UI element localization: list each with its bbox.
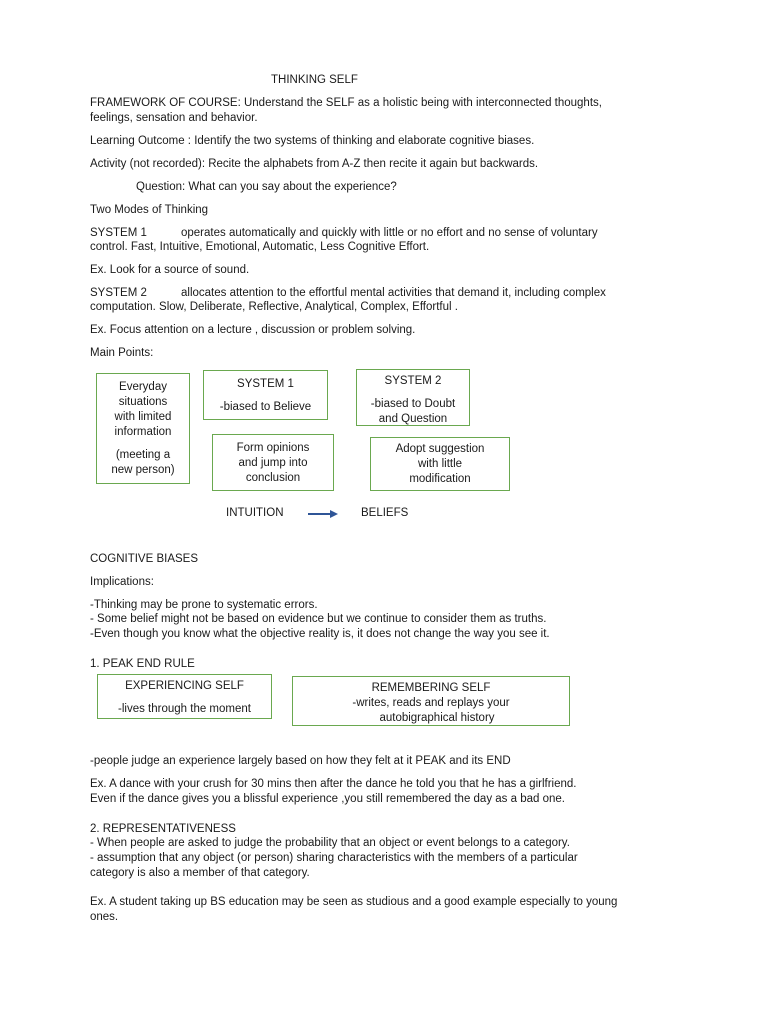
repr-line-1: - When people are asked to judge the probability that an object or event belongs to a category. — [90, 837, 570, 849]
two-modes-heading: Two Modes of Thinking — [90, 204, 209, 216]
page-title: THINKING SELF — [271, 74, 358, 86]
peak-end-heading: 1. PEAK END RULE — [90, 658, 195, 670]
form-line-3: conclusion — [245, 472, 301, 484]
dance-line-1: Ex. A dance with your crush for 30 mins then after the dance he told you that he has a girlfriend. — [90, 778, 577, 790]
experiencing-self-box — [97, 674, 272, 719]
dance-line-2: Even if the dance gives you a blissful experience ,you still remembered the day as a bad one. — [90, 793, 565, 805]
system2-box-title: SYSTEM 2 — [384, 375, 442, 387]
form-opinions-box — [212, 434, 334, 491]
repr-line-2: - assumption that any object (or person) sharing characteristics with the members of a particular — [90, 852, 578, 864]
framework-line-1: FRAMEWORK OF COURSE: Understand the SELF as a holistic being with interconnected thoughts, — [90, 97, 602, 109]
student-line-1: Ex. A student taking up BS education may be seen as studious and a good example especially to young — [90, 896, 618, 908]
system2-line-2: computation. Slow, Deliberate, Reflective, Analytical, Complex, Effortful . — [90, 301, 458, 313]
system1-line-2: control. Fast, Intuitive, Emotional, Automatic, Less Cognitive Effort. — [90, 241, 430, 253]
implication-line-1: -Thinking may be prone to systematic errors. — [90, 599, 318, 611]
remembering-self-title: REMEMBERING SELF — [371, 682, 491, 694]
framework-line-2: feelings, sensation and behavior. — [90, 112, 258, 124]
system2-box-line-1: -biased to Doubt — [370, 398, 456, 410]
system2-line-1: allocates attention to the effortful mental activities that demand it, including complex — [181, 287, 606, 299]
cognitive-biases-heading: COGNITIVE BIASES — [90, 553, 198, 565]
student-line-2: ones. — [90, 911, 119, 923]
question: Question: What can you say about the experience? — [136, 181, 397, 193]
adopt-suggestion-box — [370, 437, 510, 491]
representativeness-heading: 2. REPRESENTATIVENESS — [90, 823, 236, 835]
everyday-line-4: information — [114, 426, 172, 438]
form-line-1: Form opinions — [236, 442, 310, 454]
people-judge: -people judge an experience largely based on how they felt at it PEAK and its END — [90, 755, 511, 767]
learning-outcome: Learning Outcome : Identify the two systems of thinking and elaborate cognitive biases. — [90, 135, 535, 147]
system2-label: SYSTEM 2 — [90, 287, 147, 299]
system1-box — [203, 370, 328, 420]
adopt-line-3: modification — [409, 473, 471, 485]
experiencing-self-title: EXPERIENCING SELF — [125, 680, 244, 692]
remembering-self-box — [292, 676, 570, 726]
everyday-line-2: situations — [118, 396, 168, 408]
adopt-line-2: with little — [417, 458, 463, 470]
arrow-right-icon — [308, 509, 338, 519]
system2-box-line-2: and Question — [378, 413, 448, 425]
implications-heading: Implications: — [90, 576, 154, 588]
everyday-line-3: with limited — [114, 411, 172, 423]
system1-box-title: SYSTEM 1 — [237, 378, 294, 390]
implication-line-3: -Even though you know what the objective reality is, it does not change the way you see it. — [90, 628, 550, 640]
everyday-situations-box — [96, 373, 190, 484]
remembering-self-line-1: -writes, reads and replays your — [352, 697, 510, 709]
example-2: Ex. Focus attention on a lecture , discussion or problem solving. — [90, 324, 416, 336]
system1-line-1: operates automatically and quickly with little or no effort and no sense of voluntary — [181, 227, 598, 239]
meeting-line-1: (meeting a — [115, 449, 171, 461]
main-points-heading: Main Points: — [90, 347, 154, 359]
intuition-label: INTUITION — [226, 507, 284, 519]
beliefs-label: BELIEFS — [361, 507, 409, 519]
experiencing-self-sub: -lives through the moment — [118, 703, 251, 715]
adopt-line-1: Adopt suggestion — [395, 443, 485, 455]
system1-box-subtitle: -biased to Believe — [219, 401, 312, 413]
system2-box — [356, 369, 470, 426]
remembering-self-line-2: autobigraphical history — [379, 712, 495, 724]
activity: Activity (not recorded): Recite the alphabets from A-Z then recite it again but backwards. — [90, 158, 539, 170]
repr-line-3: category is also a member of that category. — [90, 867, 310, 879]
form-line-2: and jump into — [238, 457, 308, 469]
everyday-line-1: Everyday — [119, 381, 167, 393]
implication-line-2: - Some belief might not be based on evidence but we continue to consider them as truths. — [90, 613, 547, 625]
system1-label: SYSTEM 1 — [90, 227, 147, 239]
example-1: Ex. Look for a source of sound. — [90, 264, 250, 276]
meeting-line-2: new person) — [111, 464, 175, 476]
